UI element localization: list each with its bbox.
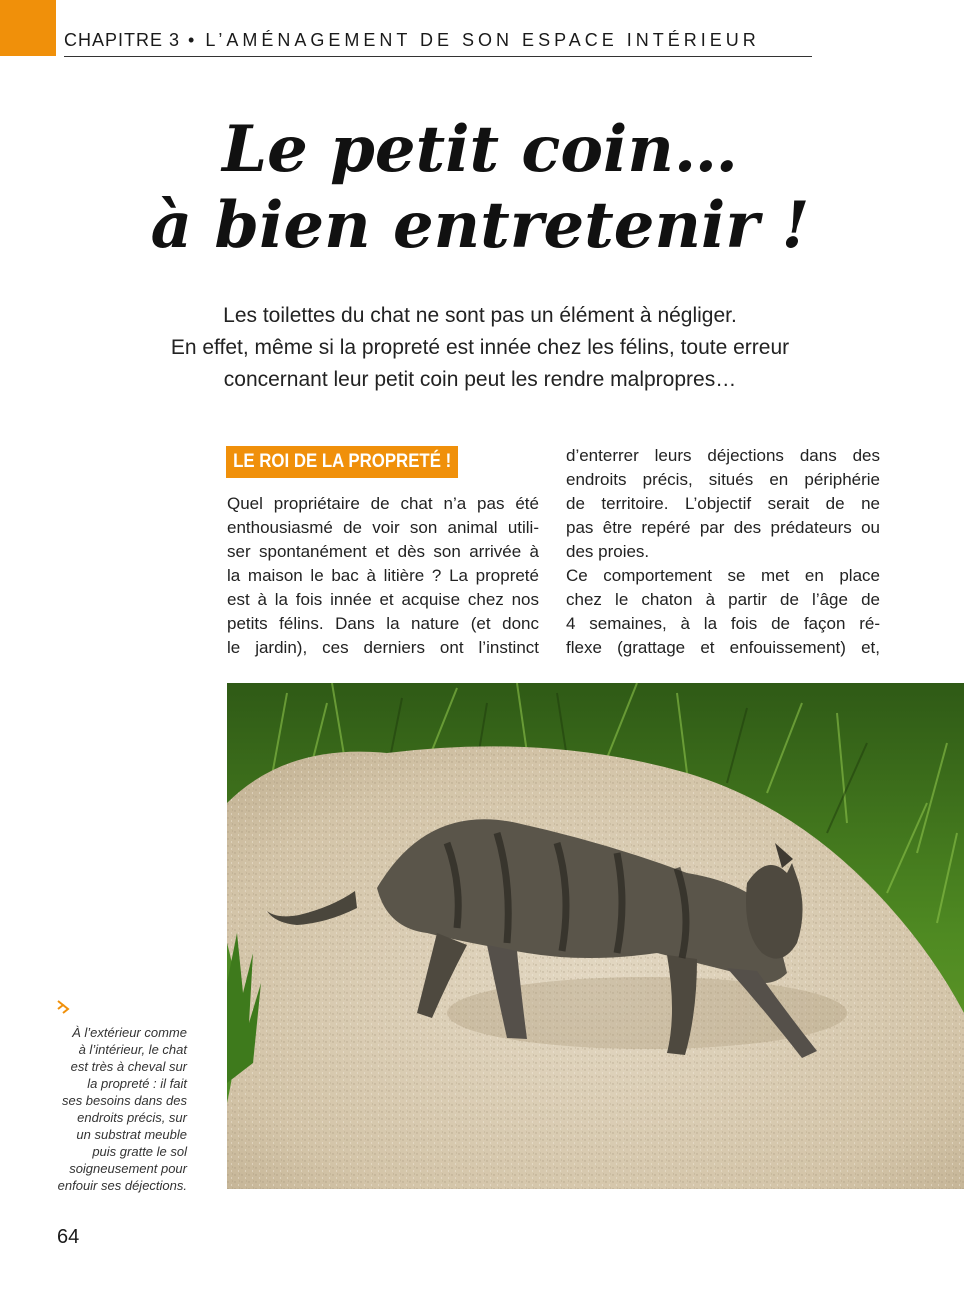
caption-line: la propreté : il fait — [87, 1076, 187, 1091]
body-line: d’enterrer leurs déjections dans des — [566, 446, 880, 465]
caption-line: ses besoins dans des — [61, 1093, 187, 1108]
title-line: à bien entretenir ! — [150, 188, 810, 263]
caption-line: à l’intérieur, le chat — [78, 1042, 187, 1057]
cat-photo — [227, 683, 964, 1189]
body-line: endroits précis, situés en périphérie — [566, 470, 880, 489]
body-column-left — [227, 492, 539, 660]
caption-line: À l’extérieur comme — [72, 1025, 187, 1040]
chapter-color-tab — [0, 0, 56, 56]
page-title — [120, 112, 840, 264]
intro-line: Les toilettes du chat ne sont pas un élément à négliger. — [223, 304, 737, 327]
intro-line: concernant leur petit coin peut les rendre malpropres… — [223, 368, 737, 391]
body-line: ser spontanément et dès son arrivée à — [227, 542, 539, 561]
caption-line: est très à cheval sur — [70, 1059, 187, 1074]
body-line: chez le chaton à partir de l’âge de — [566, 590, 880, 609]
caption-line: soigneusement pour — [69, 1161, 187, 1176]
title-line: Le petit coin… — [222, 112, 738, 187]
photo-caption — [57, 1024, 187, 1194]
body-line: enthousiasmé de voir son animal utili- — [227, 518, 539, 537]
section-heading: LE ROI DE LA PROPRETÉ ! — [226, 446, 458, 478]
chapter-title: L’AMÉNAGEMENT DE SON ESPACE INTÉRIEUR — [205, 30, 760, 50]
body-line: des proies. — [566, 542, 650, 561]
body-line: pas être repéré par des prédateurs ou — [566, 518, 880, 537]
intro-paragraph — [110, 300, 850, 396]
body-line: flexe (grattage et enfouissement) et, — [566, 638, 880, 657]
caption-line: endroits précis, sur — [77, 1110, 187, 1125]
body-line: Quel propriétaire de chat n’a pas été — [227, 494, 539, 513]
caption-line: un substrat meuble — [76, 1127, 187, 1142]
body-line: Ce comportement se met en place — [566, 566, 880, 585]
chapter-separator: • — [188, 30, 198, 50]
caption-line: puis gratte le sol — [92, 1144, 187, 1159]
body-line: le jardin), ces derniers ont l’instinct — [227, 638, 539, 657]
intro-line: En effet, même si la propreté est innée chez les félins, toute erreur — [170, 336, 790, 359]
page-number: 64 — [57, 1226, 80, 1248]
body-line: de territoire. L’objectif serait de ne — [566, 494, 880, 513]
body-line: 4 semaines, à la fois de façon ré- — [566, 614, 880, 633]
chapter-header — [64, 30, 812, 57]
body-line: la maison le bac à litière ? La propreté — [227, 566, 539, 585]
body-line: est à la fois innée et acquise chez nos — [227, 590, 539, 609]
caption-line: enfouir ses déjections. — [57, 1178, 187, 1193]
caption-arrow-icon — [57, 1000, 71, 1016]
chapter-label: CHAPITRE 3 — [64, 30, 181, 50]
body-line: petits félins. Dans la nature (et donc — [227, 614, 539, 633]
body-column-right — [566, 444, 880, 660]
